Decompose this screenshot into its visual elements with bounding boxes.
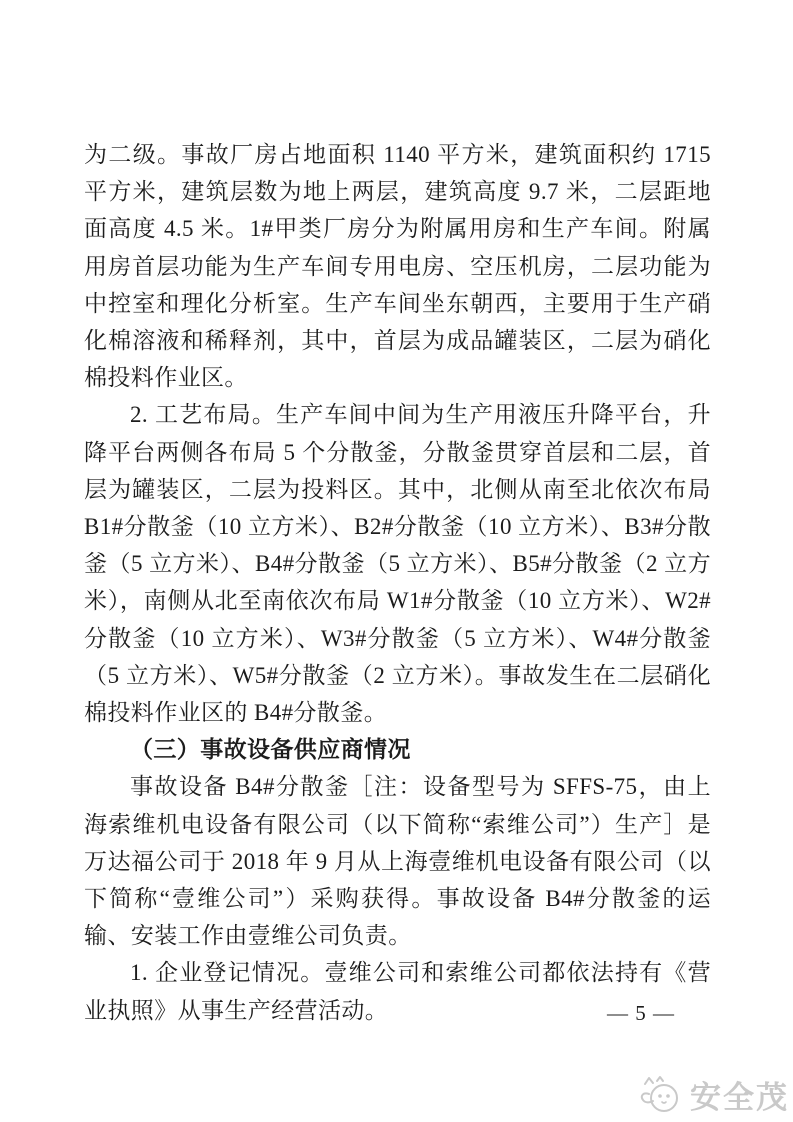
- watermark-logo: [637, 1072, 789, 1117]
- paragraph-process-layout: 2. 工艺布局。生产车间中间为生产用液压升降平台，升降平台两侧各布局 5 个分散釜，分散釜贯穿首层和二层，首层为罐装区，二层为投料区。其中，北侧从南至北依次布局 B1#分散釜（10 立方米）、B2#分散釜（10 立方米）、B3#分散釜（5 立方米）、B4#分散釜（5 立方米）、B5#分散釜（2 立方米），南侧从北至南依次布局 W1#分散釜（10 立方米）、W2#分散釜（10 立方米）、W3#分散釜（5 立方米）、W4#分散釜（5 立方米）、W5#分散釜（2 立方米）。事故发生在二层硝化棉投料作业区的 B4#分散釜。: [84, 402, 711, 726]
- mascot-icon: [637, 1074, 683, 1116]
- watermark-brand-text: 安全茂: [690, 1080, 789, 1115]
- page-number: — 5 —: [607, 1001, 675, 1025]
- paragraph-enterprise-registration: 1. 企业登记情况。壹维公司和索维公司都依法持有《营业执照》从事生产经营活动。: [84, 960, 711, 1023]
- document-body: [84, 136, 711, 1029]
- paragraph-factory-building: 为二级。事故厂房占地面积 1140 平方米，建筑面积约 1715 平方米，建筑层数为地上两层，建筑高度 9.7 米，二层距地面高度 4.5 米。1#甲类厂房分为附属用房和生产车间。附属用房首层功能为生产车间专用电房、空压机房，二层功能为中控室和理化分析室。生产车间坐东朝西，主要用于生产硝化棉溶液和稀释剂，其中，首层为成品罐装区，二层为硝化棉投料作业区。: [84, 142, 711, 391]
- section-heading-equipment-supplier: （三）事故设备供应商情况: [130, 737, 411, 763]
- paragraph-equipment-supplier-detail: 事故设备 B4#分散釜［注：设备型号为 SFFS-75，由上海索维机电设备有限公司（以下简称“索维公司”）生产］是万达福公司于 2018 年 9 月从上海壹维机电设备有限公司（以下简称“壹维公司”）采购获得。事故设备 B4#分散釜的运输、安装工作由壹维公司负责。: [84, 774, 711, 949]
